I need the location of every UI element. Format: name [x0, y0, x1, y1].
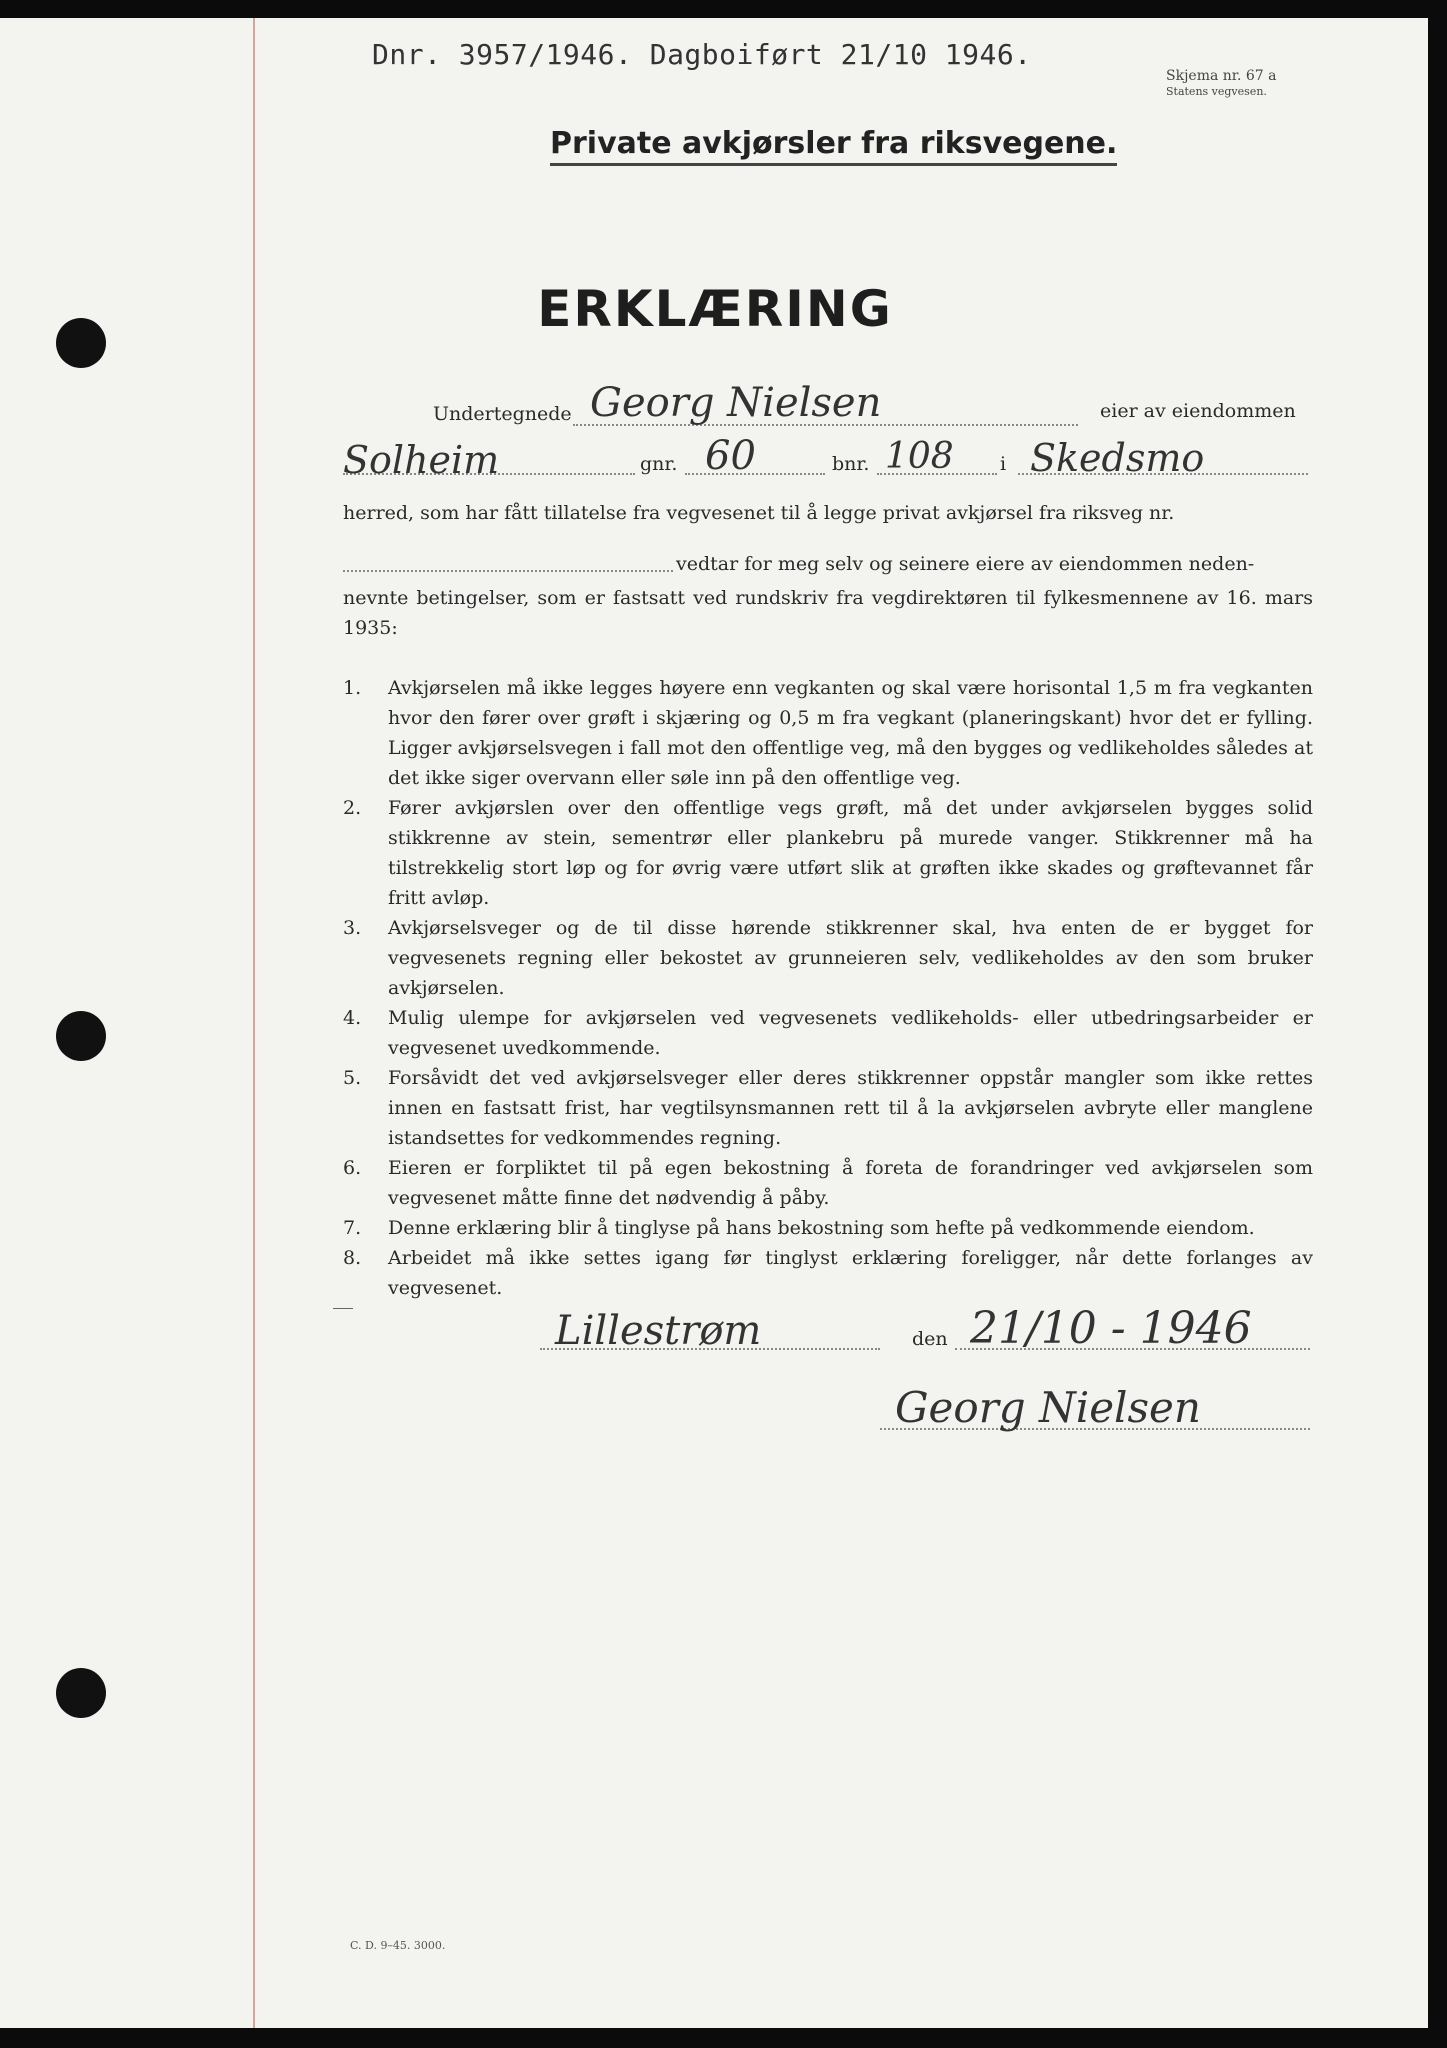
- signature-place: Lillestrøm: [555, 1308, 762, 1354]
- bnr-label: bnr.: [832, 453, 870, 475]
- list-item: [343, 1153, 1313, 1213]
- document-title: [0, 280, 1428, 338]
- signature-date: 21/10 - 1946: [970, 1303, 1252, 1354]
- title-text: ERKLÆRING: [537, 280, 893, 338]
- condition-number: 6.: [343, 1157, 362, 1179]
- punch-hole: [56, 1668, 106, 1718]
- i-label: i: [1000, 453, 1007, 475]
- list-item: [343, 1063, 1313, 1153]
- condition-text: Fører avkjørslen over den offentlige vegs grøft, må det under avkjørselen bygges solid stikkrenne av stein, sementrør eller plankebru på murede vanger. Stikkrenner må ha tilstrekkelig stort løp og for øvrig være utført slik at grøften ikke skades og grøftevannet får fritt avløp.: [388, 797, 1313, 909]
- document-page: [0, 18, 1428, 2028]
- condition-text: Arbeidet må ikke settes igang før tinglyst erklæring foreligger, når dette forlanges av vegvesenet.: [388, 1247, 1313, 1299]
- condition-number: 3.: [343, 917, 362, 939]
- list-item: [343, 673, 1313, 793]
- intro-line: herred, som har fått tillatelse fra vegvesenet til å legge privat avkjørsel fra riksveg nr.: [343, 502, 1175, 524]
- print-code: C. D. 9–45. 3000.: [350, 1939, 446, 1952]
- municipality-name: Skedsmo: [1030, 436, 1205, 480]
- condition-number: 5.: [343, 1067, 362, 1089]
- undertegnede-label: Undertegnede: [433, 403, 572, 425]
- separator-dash: [333, 1308, 353, 1309]
- condition-number: 7.: [343, 1217, 362, 1239]
- condition-number: 4.: [343, 1007, 362, 1029]
- condition-number: 8.: [343, 1247, 362, 1269]
- document-subtitle: Private avkjørsler fra riksvegene.: [550, 126, 1117, 166]
- vedtar-continuation: nevnte betingelser, som er fastsatt ved rundskriv fra vegdirektøren til fylkesmennene av 16. mars 1935:: [343, 587, 1313, 639]
- form-number-line: Skjema nr. 67 a: [1166, 68, 1277, 84]
- list-item: [343, 913, 1313, 1003]
- condition-number: 2.: [343, 797, 362, 819]
- form-number: [1166, 68, 1276, 100]
- conditions-list: [343, 673, 1313, 1303]
- eier-label: eier av eiendommen: [1100, 400, 1296, 422]
- property-name: Solheim: [343, 438, 500, 482]
- condition-text: Forsåvidt det ved avkjørselsveger eller deres stikkrenner oppstår mangler som ikke rettes innen en fastsatt frist, har vegtilsynsmannen rett til å la avkjørselen avbryte eller manglene istandsettes for vedkommendes regning.: [388, 1067, 1313, 1149]
- bnr-value: 108: [885, 436, 954, 477]
- vedtar-text: vedtar for meg selv og seinere eiere av eiendommen neden-: [676, 553, 1255, 575]
- den-label: den: [912, 1328, 948, 1350]
- list-item: [343, 1243, 1313, 1303]
- list-item: [343, 1213, 1313, 1243]
- road-number-line: [343, 570, 673, 572]
- signature-name: Georg Nielsen: [895, 1383, 1201, 1432]
- condition-text: Denne erklæring blir å tinglyse på hans bekostning som hefte på vedkommende eiendom.: [388, 1217, 1255, 1239]
- list-item: [343, 793, 1313, 913]
- owner-name: Georg Nielsen: [590, 380, 882, 426]
- condition-text: Avkjørselen må ikke legges høyere enn vegkanten og skal være horisontal 1,5 m fra vegkanten hvor den fører over grøft i skjæring og 0,5 m fra vegkant (planeringskant) hvor det er fylling. Ligger avkjørselsvegen i fall mot den offentlige veg, må den bygges og vedlikeholdes således at det ikke siger overvann eller søle inn på den offentlige veg.: [388, 677, 1313, 789]
- form-issuer: Statens vegvesen.: [1166, 85, 1267, 98]
- condition-text: Avkjørselsveger og de til disse hørende stikkrenner skal, hva enten de er bygget for vegvesenets regning eller bekostet av grunneieren selv, vedlikeholdes av den som bruker avkjørselen.: [388, 917, 1313, 999]
- condition-text: Eieren er forpliktet til på egen bekostning å foreta de forandringer ved avkjørselen som vegvesenet måtte finne det nødvendig å påby.: [388, 1157, 1313, 1209]
- gnr-label: gnr.: [640, 453, 678, 475]
- registration-stamp: Dnr. 3957/1946. Dagboiført 21/10 1946.: [372, 38, 1032, 71]
- punch-hole: [56, 1011, 106, 1061]
- gnr-value: 60: [705, 433, 756, 479]
- list-item: [343, 1003, 1313, 1063]
- condition-number: 1.: [343, 677, 362, 699]
- condition-text: Mulig ulempe for avkjørselen ved vegvesenets vedlikeholds- eller utbedringsarbeider er vegvesenet uvedkommende.: [388, 1007, 1313, 1059]
